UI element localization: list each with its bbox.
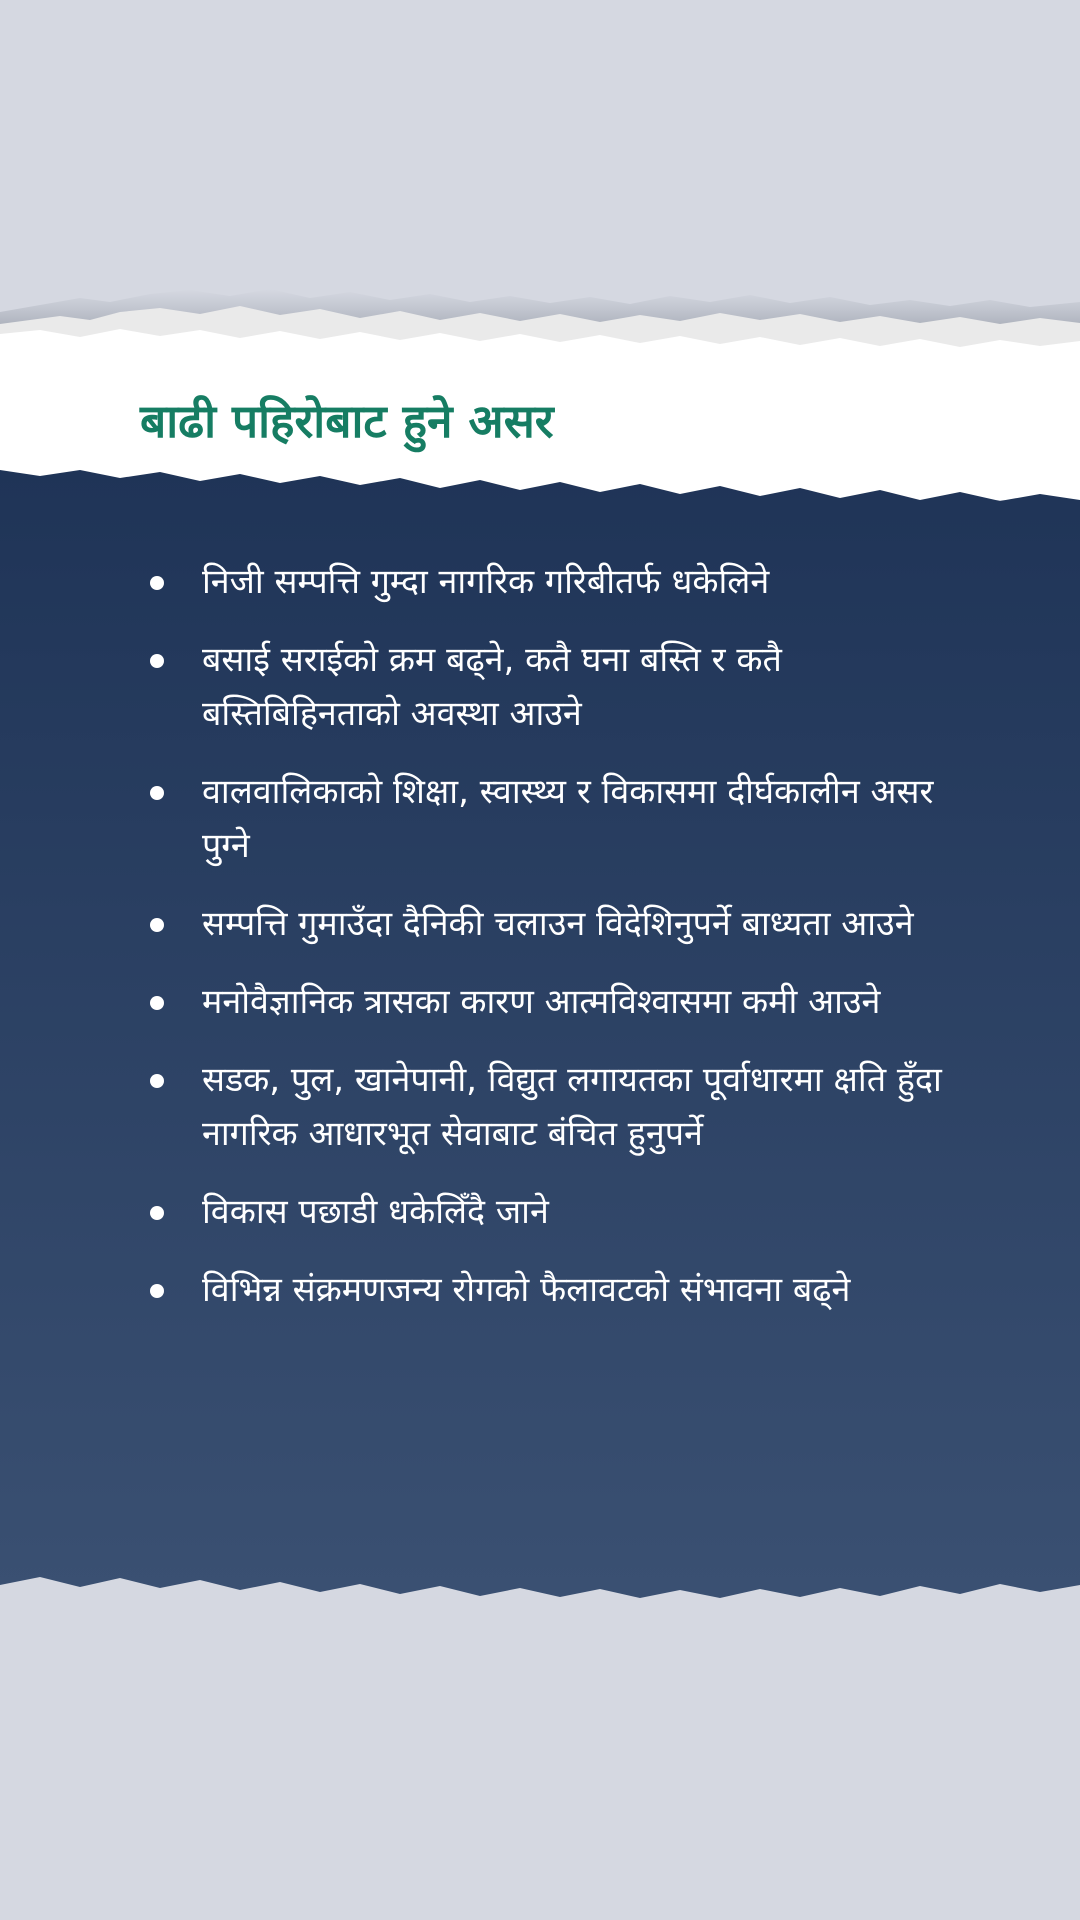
bullet-icon — [150, 1074, 164, 1088]
list-item — [140, 897, 990, 951]
bullet-icon — [150, 996, 164, 1010]
list-item-text: सम्पत्ति गुमाउँदा दैनिकी चलाउन विदेशिनुपर्ने बाध्यता आउने — [202, 904, 914, 944]
list-item-text: मनोवैज्ञानिक त्रासका कारण आत्मविश्वासमा कमी आउने — [202, 982, 881, 1022]
list-item-text: सडक, पुल, खानेपानी, विद्युत लगायतका पूर्वाधारमा क्षति हुँदा नागरिक आधारभूत सेवाबाट बंचित हुनुपर्ने — [202, 1060, 942, 1154]
list-item-text: विभिन्न संक्रमणजन्य रोगको फैलावटको संभावना बढ्ने — [202, 1270, 851, 1310]
list-item — [140, 975, 990, 1029]
list-item — [140, 765, 990, 873]
list-item-text: विकास पछाडी धकेलिँदै जाने — [202, 1192, 549, 1232]
list-item-text: निजी सम्पत्ति गुम्दा नागरिक गरिबीतर्फ धकेलिने — [202, 562, 770, 602]
effects-list — [140, 555, 990, 1341]
list-item — [140, 555, 990, 609]
list-item — [140, 1263, 990, 1317]
bullet-icon — [150, 786, 164, 800]
bullet-icon — [150, 1206, 164, 1220]
bullet-icon — [150, 1284, 164, 1298]
list-item-text: बसाई सराईको क्रम बढ्ने, कतै घना बस्ति र कतै बस्तिबिहिनताको अवस्था आउने — [202, 640, 782, 734]
page-title: बाढी पहिरोबाट हुने असर — [140, 394, 554, 448]
list-item — [140, 1185, 990, 1239]
list-item — [140, 633, 990, 741]
bullet-icon — [150, 918, 164, 932]
list-item — [140, 1053, 990, 1161]
bullet-icon — [150, 576, 164, 590]
list-item-text: वालवालिकाको शिक्षा, स्वास्थ्य र विकासमा दीर्घकालीन असर पुग्ने — [202, 772, 934, 866]
bullet-icon — [150, 654, 164, 668]
